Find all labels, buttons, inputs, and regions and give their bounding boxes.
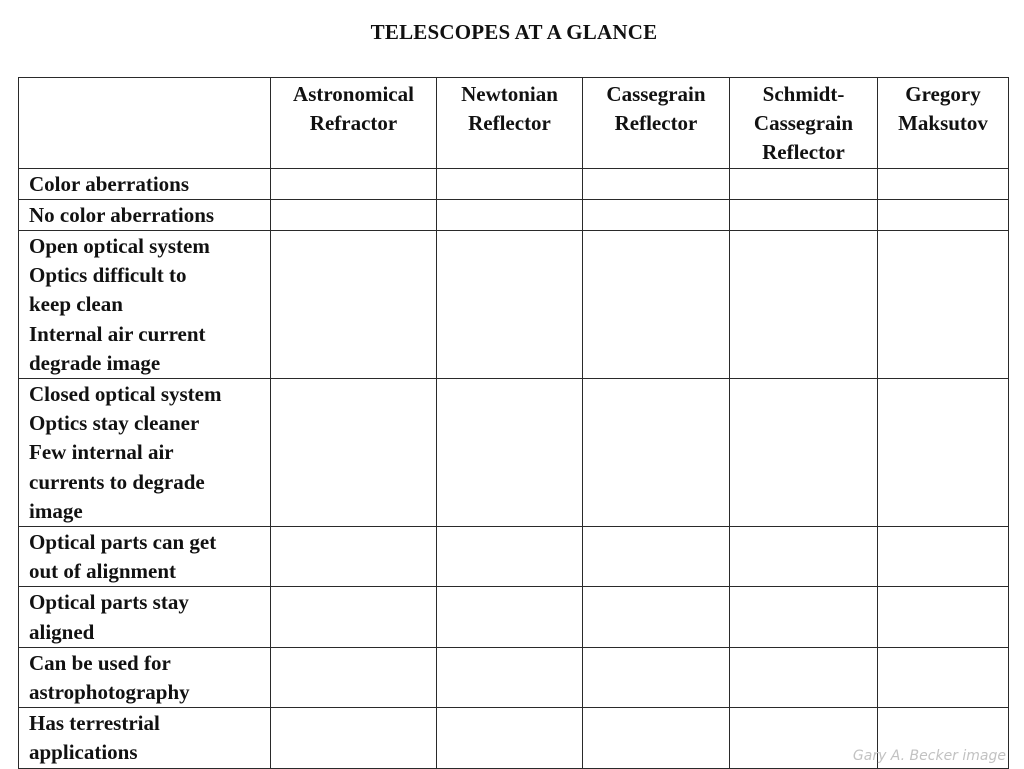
table-row [19, 527, 1009, 587]
blank-cell [437, 199, 583, 230]
blank-cell [730, 231, 878, 379]
table-row [19, 587, 1009, 647]
telescope-comparison-table [18, 77, 1009, 769]
row-label-line: degrade image [29, 350, 161, 375]
blank-cell [271, 168, 437, 199]
table-row [19, 231, 1009, 379]
row-label-parts-out-of-alignment [19, 527, 271, 587]
blank-cell [583, 231, 730, 379]
blank-cell [878, 199, 1009, 230]
blank-cell [271, 199, 437, 230]
blank-cell [437, 647, 583, 707]
blank-cell [583, 587, 730, 647]
row-label-color-aberrations [19, 168, 271, 199]
blank-cell [730, 168, 878, 199]
blank-cell [271, 527, 437, 587]
blank-cell [730, 379, 878, 527]
column-header-line: Maksutov [898, 111, 988, 136]
column-header-line: Refractor [309, 111, 398, 136]
row-label-astrophotography [19, 647, 271, 707]
blank-cell [437, 587, 583, 647]
row-label-no-color-aberrations [19, 199, 271, 230]
row-label-parts-stay-aligned [19, 587, 271, 647]
column-header-line: Gregory [905, 82, 981, 106]
column-header-cassegrain-reflector [583, 78, 730, 169]
row-label-line: keep clean [29, 292, 123, 317]
blank-cell [878, 647, 1009, 707]
row-label-terrestrial-applications [19, 708, 271, 768]
table-row [19, 379, 1009, 527]
column-header-line: Reflector [468, 111, 551, 136]
row-label-line: image [29, 498, 83, 523]
blank-cell [730, 587, 878, 647]
blank-cell [583, 708, 730, 768]
row-label-line: Closed optical system [29, 382, 222, 407]
column-header-line: Newtonian [461, 82, 558, 106]
blank-cell [437, 168, 583, 199]
blank-cell [730, 199, 878, 230]
blank-cell [437, 231, 583, 379]
row-label-line: Few internal air [29, 440, 174, 465]
blank-cell [437, 708, 583, 768]
table-row [19, 168, 1009, 199]
column-header-line: Cassegrain [753, 111, 854, 136]
blank-cell [583, 168, 730, 199]
row-label-line: applications [29, 740, 138, 765]
blank-cell [730, 527, 878, 587]
page-title: TELESCOPES AT A GLANCE [370, 20, 658, 44]
blank-cell [271, 708, 437, 768]
row-label-line: Color aberrations [29, 171, 190, 196]
column-header-astronomical-refractor [271, 78, 437, 169]
blank-cell [583, 527, 730, 587]
blank-cell [583, 199, 730, 230]
row-label-open-optical-system [19, 231, 271, 379]
blank-cell [878, 231, 1009, 379]
table-row [19, 199, 1009, 230]
image-credit-watermark: Gary A. Becker image [852, 748, 1006, 764]
blank-cell [878, 379, 1009, 527]
row-label-line: No color aberrations [29, 202, 215, 227]
row-label-line: Optics stay cleaner [29, 411, 200, 436]
row-label-line: Open optical system [29, 234, 210, 259]
column-header-line: Reflector [614, 111, 698, 136]
blank-cell [271, 647, 437, 707]
blank-cell [271, 379, 437, 527]
blank-cell [437, 379, 583, 527]
blank-cell [878, 587, 1009, 647]
blank-cell [437, 527, 583, 587]
row-label-line: currents to degrade [29, 469, 205, 494]
row-label-closed-optical-system [19, 379, 271, 527]
row-label-line: Optical parts can get [29, 530, 217, 555]
row-label-line: Optics difficult to [29, 263, 187, 288]
header-row [19, 78, 1009, 169]
column-header-newtonian-reflector [437, 78, 583, 169]
blank-cell [271, 587, 437, 647]
blank-cell [730, 647, 878, 707]
table-row [19, 647, 1009, 707]
column-header-line: Reflector [762, 140, 845, 165]
row-label-line: Has terrestrial [29, 711, 160, 736]
blank-cell [878, 168, 1009, 199]
column-header-line: Astronomical [293, 82, 414, 106]
row-label-line: aligned [29, 619, 95, 644]
blank-cell [271, 231, 437, 379]
blank-cell [583, 379, 730, 527]
header-corner-cell [19, 78, 271, 169]
row-label-line: astrophotography [29, 680, 190, 705]
row-label-line: Optical parts stay [29, 590, 189, 615]
row-label-line: Internal air current [29, 321, 206, 346]
blank-cell [878, 527, 1009, 587]
column-header-line: Schmidt- [762, 82, 845, 106]
column-header-schmidt-cassegrain-reflector [730, 78, 878, 169]
column-header-line: Cassegrain [606, 82, 706, 106]
row-label-line: out of alignment [29, 559, 176, 584]
blank-cell [583, 647, 730, 707]
column-header-gregory-maksutov [878, 78, 1009, 169]
row-label-line: Can be used for [29, 650, 171, 675]
